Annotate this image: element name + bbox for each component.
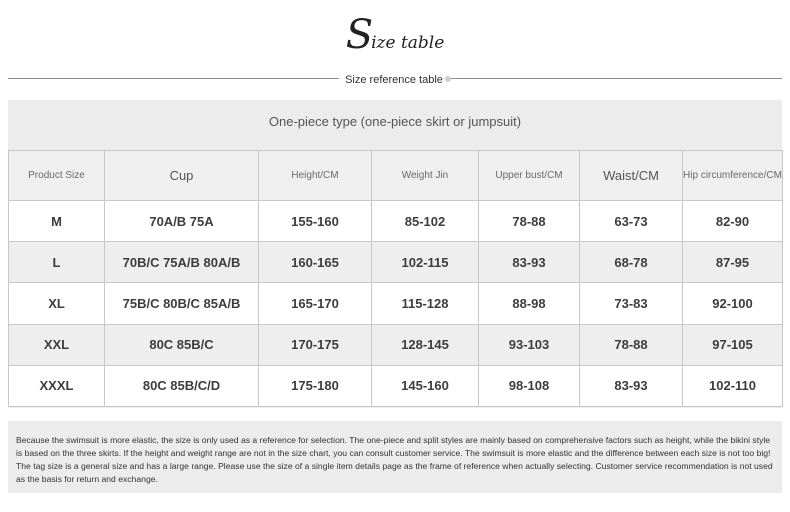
cell-size: L — [9, 242, 105, 283]
cell-upper-bust: 88-98 — [479, 283, 580, 324]
cell-size: XL — [9, 283, 105, 324]
title-initial: S — [345, 12, 374, 58]
table-row — [9, 283, 783, 324]
cell-upper-bust: 98-108 — [479, 365, 580, 406]
header-row — [9, 151, 783, 201]
table-row — [9, 365, 783, 406]
cell-size: XXXL — [9, 365, 105, 406]
cell-weight: 145-160 — [372, 365, 479, 406]
header-height: Height/CM — [259, 151, 372, 201]
header-cup: Cup — [105, 151, 259, 201]
header-upper-bust: Upper bust/CM — [479, 151, 580, 201]
cell-hip: 92-100 — [683, 283, 783, 324]
cell-waist: 63-73 — [580, 201, 683, 242]
cell-cup: 80C 85B/C — [105, 324, 259, 365]
cell-hip: 102-110 — [683, 365, 783, 406]
cell-height: 155-160 — [259, 201, 372, 242]
table-row — [9, 201, 783, 242]
cell-cup: 70A/B 75A — [105, 201, 259, 242]
cell-height: 170-175 — [259, 324, 372, 365]
cell-cup: 80C 85B/C/D — [105, 365, 259, 406]
cell-height: 165-170 — [259, 283, 372, 324]
table-row — [9, 242, 783, 283]
header-weight: Weight Jin — [372, 151, 479, 201]
size-table — [8, 150, 783, 407]
cell-upper-bust: 83-93 — [479, 242, 580, 283]
subtitle — [0, 70, 790, 89]
cell-size: XXL — [9, 324, 105, 365]
header-waist: Waist/CM — [580, 151, 683, 201]
header-product-size: Product Size — [9, 151, 105, 201]
cell-height: 160-165 — [259, 242, 372, 283]
table-caption: One-piece type (one-piece skirt or jumpsuit) — [268, 114, 522, 129]
cell-weight: 128-145 — [372, 324, 479, 365]
cell-weight: 102-115 — [372, 242, 479, 283]
cell-height: 175-180 — [259, 365, 372, 406]
cell-hip: 87-95 — [683, 242, 783, 283]
dot-icon — [445, 76, 451, 82]
cell-waist: 78-88 — [580, 324, 683, 365]
table-row — [9, 324, 783, 365]
cell-hip: 82-90 — [683, 201, 783, 242]
cell-waist: 68-78 — [580, 242, 683, 283]
cell-cup: 75B/C 80B/C 85A/B — [105, 283, 259, 324]
header-hip: Hip circumference/CM — [683, 151, 783, 201]
cell-hip: 97-105 — [683, 324, 783, 365]
size-table-panel — [8, 100, 782, 408]
page-title — [0, 10, 790, 60]
cell-waist: 83-93 — [580, 365, 683, 406]
cell-weight: 85-102 — [372, 201, 479, 242]
disclaimer-note: Because the swimsuit is more elastic, the size is only used as a reference for selection. The one-piece and split styles are mainly based on comprehensive factors such as height, while the bikini style is based on the three skirts. If the height and weight range are not in the size chart, you can consult customer service. The swimsuit is more elastic and the difference between each size is not too big! The tag size is a general size and has a large range. Please use the size of a single item details page as the frame of reference when actually selecting. Customer service recommendation is not used as the basis for return and exchange. — [8, 421, 782, 493]
cell-weight: 115-128 — [372, 283, 479, 324]
title-rest: ize table — [371, 33, 445, 53]
cell-size: M — [9, 201, 105, 242]
cell-upper-bust: 78-88 — [479, 201, 580, 242]
cell-upper-bust: 93-103 — [479, 324, 580, 365]
cell-waist: 73-83 — [580, 283, 683, 324]
subtitle-text: Size reference table — [339, 74, 449, 86]
cell-cup: 70B/C 75A/B 80A/B — [105, 242, 259, 283]
